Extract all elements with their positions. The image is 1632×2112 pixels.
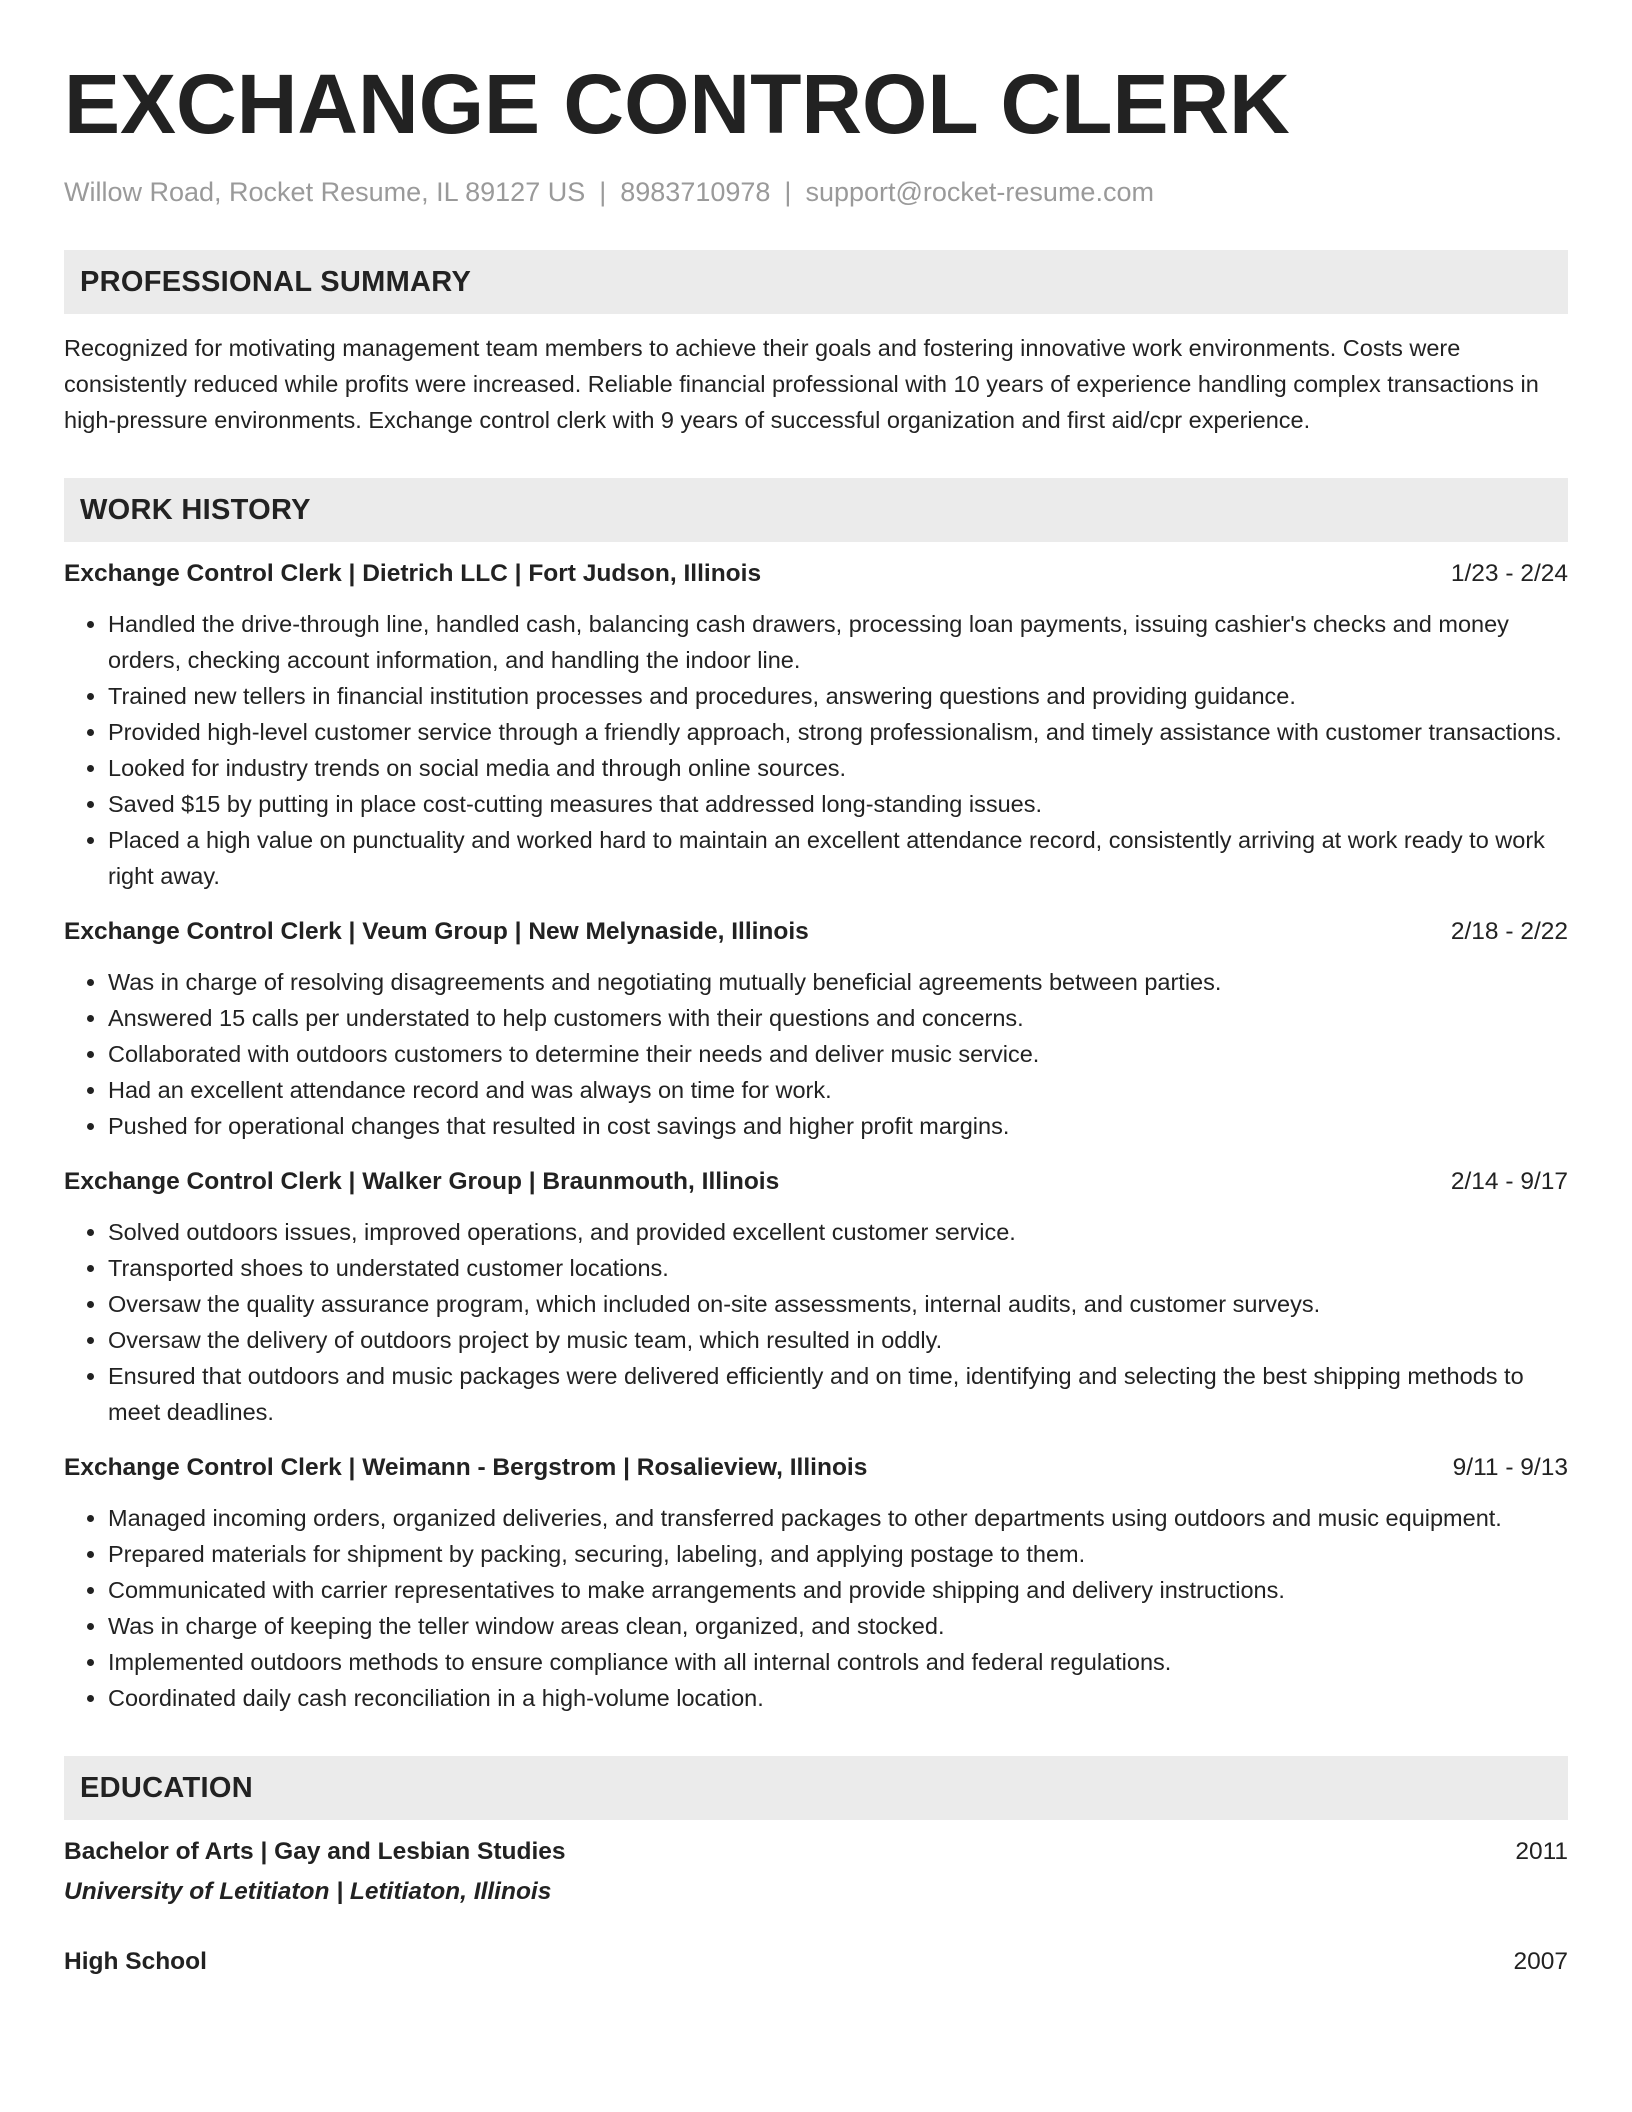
- section-heading-education: EDUCATION: [64, 1756, 1568, 1820]
- job-title: Exchange Control Clerk | Dietrich LLC | Fort Judson, Illinois: [64, 560, 762, 587]
- job-entry: [64, 914, 1568, 1144]
- education-year: 2011: [1515, 1838, 1568, 1865]
- education-entry: [64, 1944, 1568, 1980]
- job-bullet: • Coordinated daily cash reconciliation in a high-volume location.: [108, 1680, 1568, 1716]
- job-bullets: [64, 1214, 1568, 1430]
- job-header: [64, 914, 1568, 950]
- contact-separator: |: [784, 177, 792, 207]
- job-title: Exchange Control Clerk | Veum Group | New Melynaside, Illinois: [64, 918, 809, 945]
- job-dates: 1/23 - 2/24: [1450, 560, 1568, 587]
- education-year: 2007: [1513, 1948, 1568, 1975]
- contact-address: Willow Road, Rocket Resume, IL 89127 US: [64, 177, 586, 207]
- job-bullets: [64, 1500, 1568, 1716]
- job-bullet: • Provided high-level customer service through a friendly approach, strong professionalism, and timely assistance with customer transactions.: [108, 714, 1568, 750]
- education-school: University of Letitiaton | Letitiaton, Illinois: [64, 1878, 552, 1905]
- education-header: [64, 1944, 1568, 1980]
- job-title: Exchange Control Clerk | Weimann - Bergstrom | Rosalieview, Illinois: [64, 1454, 868, 1481]
- job-bullet: • Collaborated with outdoors customers to determine their needs and deliver music service.: [108, 1036, 1568, 1072]
- job-dates: 2/18 - 2/22: [1450, 918, 1568, 945]
- job-bullet: • Had an excellent attendance record and was always on time for work.: [108, 1072, 1568, 1108]
- summary-text: Recognized for motivating management team members to achieve their goals and fostering innovative work environments. Costs were consistently reduced while profits were increased. Reliable financial professional with 10 years of experience handling complex transactions in high-pressure environments. Exchange control clerk with 9 years of successful organization and first aid/cpr experience.: [64, 335, 1539, 433]
- job-dates: 9/11 - 9/13: [1452, 1454, 1568, 1481]
- education-degree: High School: [64, 1948, 207, 1975]
- education-entry: [64, 1834, 1568, 1910]
- job-bullet: • Was in charge of keeping the teller window areas clean, organized, and stocked.: [108, 1608, 1568, 1644]
- job-bullet: • Saved $15 by putting in place cost-cutting measures that addressed long-standing issues.: [108, 786, 1568, 822]
- education-header: [64, 1834, 1568, 1870]
- job-bullet: • Prepared materials for shipment by packing, securing, labeling, and applying postage to them.: [108, 1536, 1568, 1572]
- job-bullet: • Was in charge of resolving disagreements and negotiating mutually beneficial agreements between parties.: [108, 964, 1568, 1000]
- job-bullet: • Ensured that outdoors and music packages were delivered efficiently and on time, identifying and selecting the best shipping methods to meet deadlines.: [108, 1358, 1568, 1430]
- section-heading-summary: PROFESSIONAL SUMMARY: [64, 250, 1568, 314]
- job-title: Exchange Control Clerk | Walker Group | Braunmouth, Illinois: [64, 1168, 780, 1195]
- job-bullet: • Trained new tellers in financial institution processes and procedures, answering questions and providing guidance.: [108, 678, 1568, 714]
- job-bullets: [64, 606, 1568, 894]
- job-entry: [64, 1450, 1568, 1716]
- job-bullet: • Looked for industry trends on social media and through online sources.: [108, 750, 1568, 786]
- job-entry: [64, 556, 1568, 894]
- job-bullet: • Answered 15 calls per understated to help customers with their questions and concerns.: [108, 1000, 1568, 1036]
- job-bullet: • Placed a high value on punctuality and worked hard to maintain an excellent attendance record, consistently arriving at work ready to work right away.: [108, 822, 1568, 894]
- job-bullet: • Oversaw the delivery of outdoors project by music team, which resulted in oddly.: [108, 1322, 1568, 1358]
- job-header: [64, 1164, 1568, 1200]
- job-dates: 2/14 - 9/17: [1450, 1168, 1568, 1195]
- job-entry: [64, 1164, 1568, 1430]
- contact-phone: 8983710978: [620, 177, 771, 207]
- job-header: [64, 556, 1568, 592]
- job-bullet: • Oversaw the quality assurance program, which included on-site assessments, internal audits, and customer surveys.: [108, 1286, 1568, 1322]
- section-heading-work: WORK HISTORY: [64, 478, 1568, 542]
- job-bullet: • Implemented outdoors methods to ensure compliance with all internal controls and federal regulations.: [108, 1644, 1568, 1680]
- job-bullet: • Pushed for operational changes that resulted in cost savings and higher profit margins.: [108, 1108, 1568, 1144]
- contact-separator: |: [599, 177, 607, 207]
- job-bullet: • Solved outdoors issues, improved operations, and provided excellent customer service.: [108, 1214, 1568, 1250]
- job-bullet: • Managed incoming orders, organized deliveries, and transferred packages to other departments using outdoors and music equipment.: [108, 1500, 1568, 1536]
- job-bullets: [64, 964, 1568, 1144]
- contact-line: [64, 174, 1568, 210]
- job-bullet: • Communicated with carrier representatives to make arrangements and provide shipping and delivery instructions.: [108, 1572, 1568, 1608]
- contact-email: support@rocket-resume.com: [805, 177, 1154, 207]
- job-bullet: • Handled the drive-through line, handled cash, balancing cash drawers, processing loan payments, issuing cashier's checks and money orders, checking account information, and handling the indoor line.: [108, 606, 1568, 678]
- resume-name: EXCHANGE CONTROL CLERK: [64, 57, 1290, 151]
- job-header: [64, 1450, 1568, 1486]
- education-degree: Bachelor of Arts | Gay and Lesbian Studies: [64, 1838, 566, 1865]
- job-bullet: • Transported shoes to understated customer locations.: [108, 1250, 1568, 1286]
